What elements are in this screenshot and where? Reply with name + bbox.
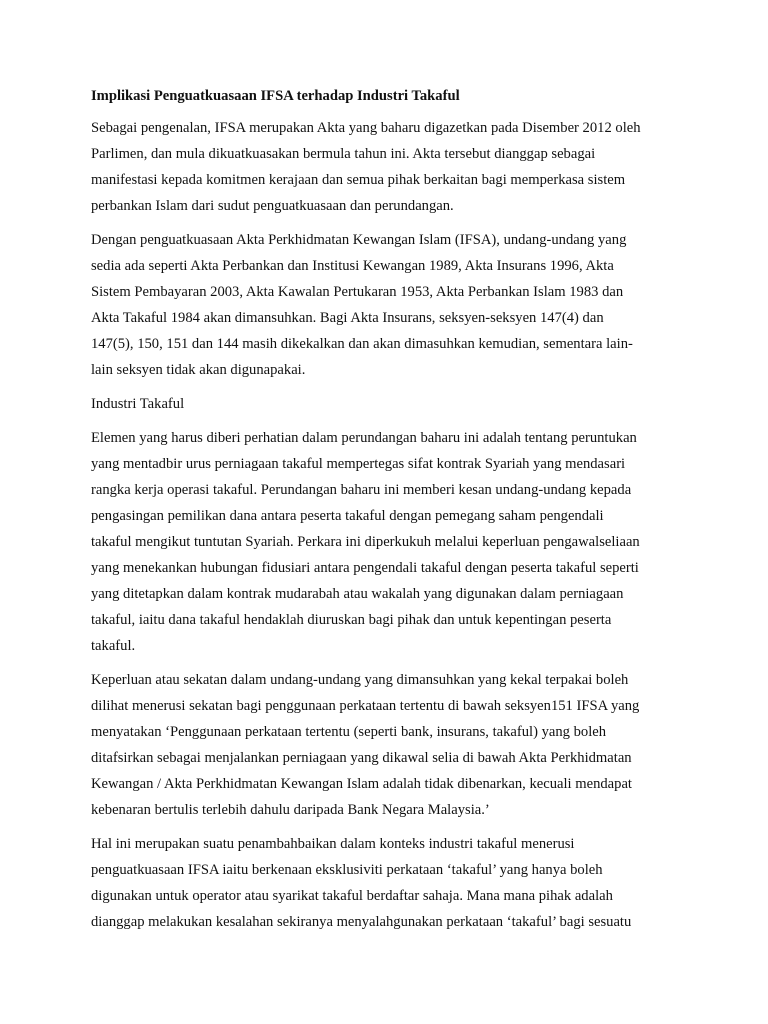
text-line: ditafsirkan sebagai menjalankan perniagaan yang dikawal selia di bawah Akta Perkhidmatan bbox=[91, 750, 632, 766]
text-line: Elemen yang harus diberi perhatian dalam perundangan baharu ini adalah tentang peruntukan bbox=[91, 430, 637, 446]
text-line: penguatkuasaan IFSA iaitu berkenaan eksklusiviti perkataan ‘takaful’ yang hanya boleh bbox=[91, 862, 603, 878]
paragraph-introduction bbox=[91, 115, 691, 219]
text-line: Dengan penguatkuasaan Akta Perkhidmatan Kewangan Islam (IFSA), undang-undang yang bbox=[91, 232, 627, 248]
paragraph-repealed-acts bbox=[91, 227, 691, 383]
text-line: yang menekankan hubungan fidusiari antara pengendali takaful dengan peserta takaful seperti bbox=[91, 560, 639, 576]
text-line: manifestasi kepada komitmen kerajaan dan semua pihak berkaitan bagi memperkasa sistem bbox=[91, 172, 626, 188]
paragraph-word-restrictions bbox=[91, 667, 691, 823]
paragraph-takaful-exclusivity bbox=[91, 831, 691, 935]
text-line: lain seksyen tidak akan digunapakai. bbox=[91, 362, 306, 378]
text-line: 147(5), 150, 151 dan 144 masih dikekalkan dan akan dimasuhkan kemudian, sementara lain- bbox=[91, 336, 633, 352]
text-line: Sistem Pembayaran 2003, Akta Kawalan Pertukaran 1953, Akta Perbankan Islam 1983 dan bbox=[91, 284, 624, 300]
paragraph-takaful-provisions bbox=[91, 425, 691, 659]
text-line: yang ditetapkan dalam kontrak mudarabah atau wakalah yang digunakan dalam perniagaan bbox=[91, 586, 624, 602]
text-line: yang mentadbir urus perniagaan takaful mempertegas sifat kontrak Syariah yang mendasari bbox=[91, 456, 626, 472]
text-line: takaful mengikut tuntutan Syariah. Perkara ini diperkukuh melalui keperluan pengawalseliaan bbox=[91, 534, 640, 550]
text-line: Akta Takaful 1984 akan dimansuhkan. Bagi Akta Insurans, seksyen-seksyen 147(4) dan bbox=[91, 310, 604, 326]
document-page bbox=[91, 84, 691, 943]
text-line: menyatakan ‘Penggunaan perkataan tertentu (seperti bank, insurans, takaful) yang boleh bbox=[91, 724, 607, 740]
text-line: Kewangan / Akta Perkhidmatan Kewangan Islam adalah tidak dibenarkan, kecuali mendapat bbox=[91, 776, 632, 792]
text-line: kebenaran bertulis terlebih dahulu daripada Bank Negara Malaysia.’ bbox=[91, 802, 490, 818]
text-line: rangka kerja operasi takaful. Perundangan baharu ini memberi kesan undang-undang kepada bbox=[91, 482, 632, 498]
text-line: takaful. bbox=[91, 638, 136, 654]
text-line: Sebagai pengenalan, IFSA merupakan Akta yang baharu digazetkan pada Disember 2012 oleh bbox=[91, 120, 641, 136]
text-line: Parlimen, dan mula dikuatkuasakan bermula tahun ini. Akta tersebut dianggap sebagai bbox=[91, 146, 596, 162]
text-line: pengasingan pemilikan dana antara peserta takaful dengan pemegang saham pengendali bbox=[91, 508, 604, 524]
text-line: sedia ada seperti Akta Perbankan dan Institusi Kewangan 1989, Akta Insurans 1996, Akta bbox=[91, 258, 614, 274]
section-heading: Industri Takaful bbox=[91, 396, 185, 412]
text-line: perbankan Islam dari sudut penguatkuasaan dan perundangan. bbox=[91, 198, 454, 214]
text-line: dilihat menerusi sekatan bagi penggunaan perkataan tertentu di bawah seksyen151 IFSA yang bbox=[91, 698, 640, 714]
text-line: digunakan untuk operator atau syarikat takaful berdaftar sahaja. Mana mana pihak adalah bbox=[91, 888, 613, 904]
text-line: Hal ini merupakan suatu penambahbaikan dalam konteks industri takaful menerusi bbox=[91, 836, 575, 852]
text-line: dianggap melakukan kesalahan sekiranya menyalahgunakan perkataan ‘takaful’ bagi sesuatu bbox=[91, 914, 632, 930]
document-title: Implikasi Penguatkuasaan IFSA terhadap Industri Takaful bbox=[91, 88, 460, 104]
text-line: Keperluan atau sekatan dalam undang-undang yang dimansuhkan yang kekal terpakai boleh bbox=[91, 672, 629, 688]
text-line: takaful, iaitu dana takaful hendaklah diuruskan bagi pihak dan untuk kepentingan peserta bbox=[91, 612, 612, 628]
